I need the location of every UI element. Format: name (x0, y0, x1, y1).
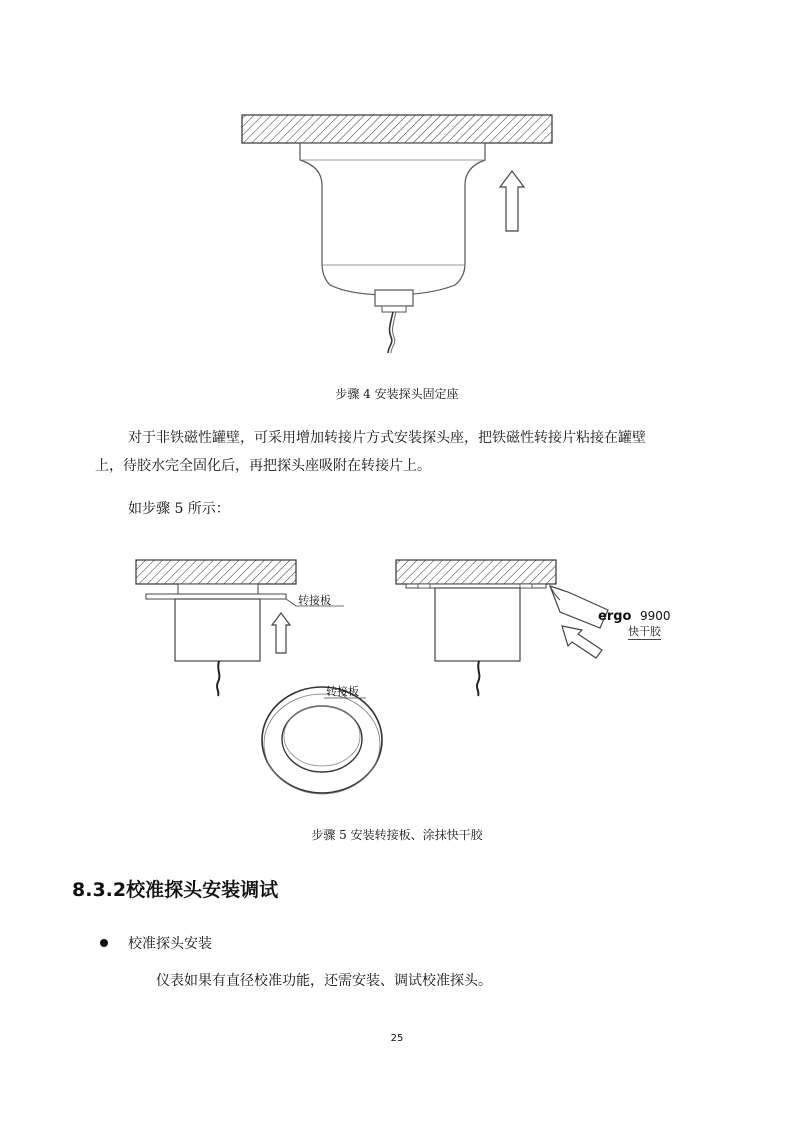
figure-step5-caption: 步骤 5 安装转接板、涂抹快干胶 (311, 828, 483, 842)
figure-step4-caption: 步骤 4 安装探头固定座 (335, 387, 459, 401)
page-number: 25 (390, 1033, 404, 1044)
paragraph-line-2: 上，待胶水完全固化后，再把探头座吸附在转接片上。 (95, 458, 431, 474)
probe-connector (375, 290, 413, 306)
tank-wall-hatched (242, 115, 552, 143)
label-glue-model: 9900 (640, 609, 671, 623)
probe-holder-right (435, 588, 520, 661)
tank-wall-left (136, 560, 296, 584)
up-arrow-left (272, 613, 290, 653)
tank-wall-right (396, 560, 556, 584)
bullet-text: 校准探头安装 (128, 936, 212, 952)
bullet-item (100, 933, 212, 953)
bullet-dot-icon (100, 939, 108, 947)
paragraph-non-ferromagnetic (95, 424, 735, 480)
probe-holder-left (175, 599, 260, 661)
paragraph-line-1: 对于非铁磁性罐壁，可采用增加转接片方式安装探头座，把铁磁性转接片粘接在罐壁 (128, 430, 646, 446)
paragraph-calibration: 仪表如果有直径校准功能，还需安装、调试校准探头。 (156, 973, 492, 989)
figure-step4-diagram (230, 105, 570, 365)
section-heading: 8.3.2校准探头安装调试 (72, 879, 279, 901)
label-glue-name: 快干胶 (628, 625, 661, 638)
diagonal-arrow (562, 626, 602, 658)
label-adapter-ring: 转接板 (326, 685, 359, 698)
label-glue-brand: ergo (598, 609, 632, 624)
label-adapter-left: 转接板 (298, 594, 331, 607)
probe-holder-body (300, 143, 485, 295)
paragraph-see-step5: 如步骤 5 所示： (128, 501, 230, 517)
up-arrow (500, 171, 524, 231)
adapter-plate-left (146, 594, 286, 599)
